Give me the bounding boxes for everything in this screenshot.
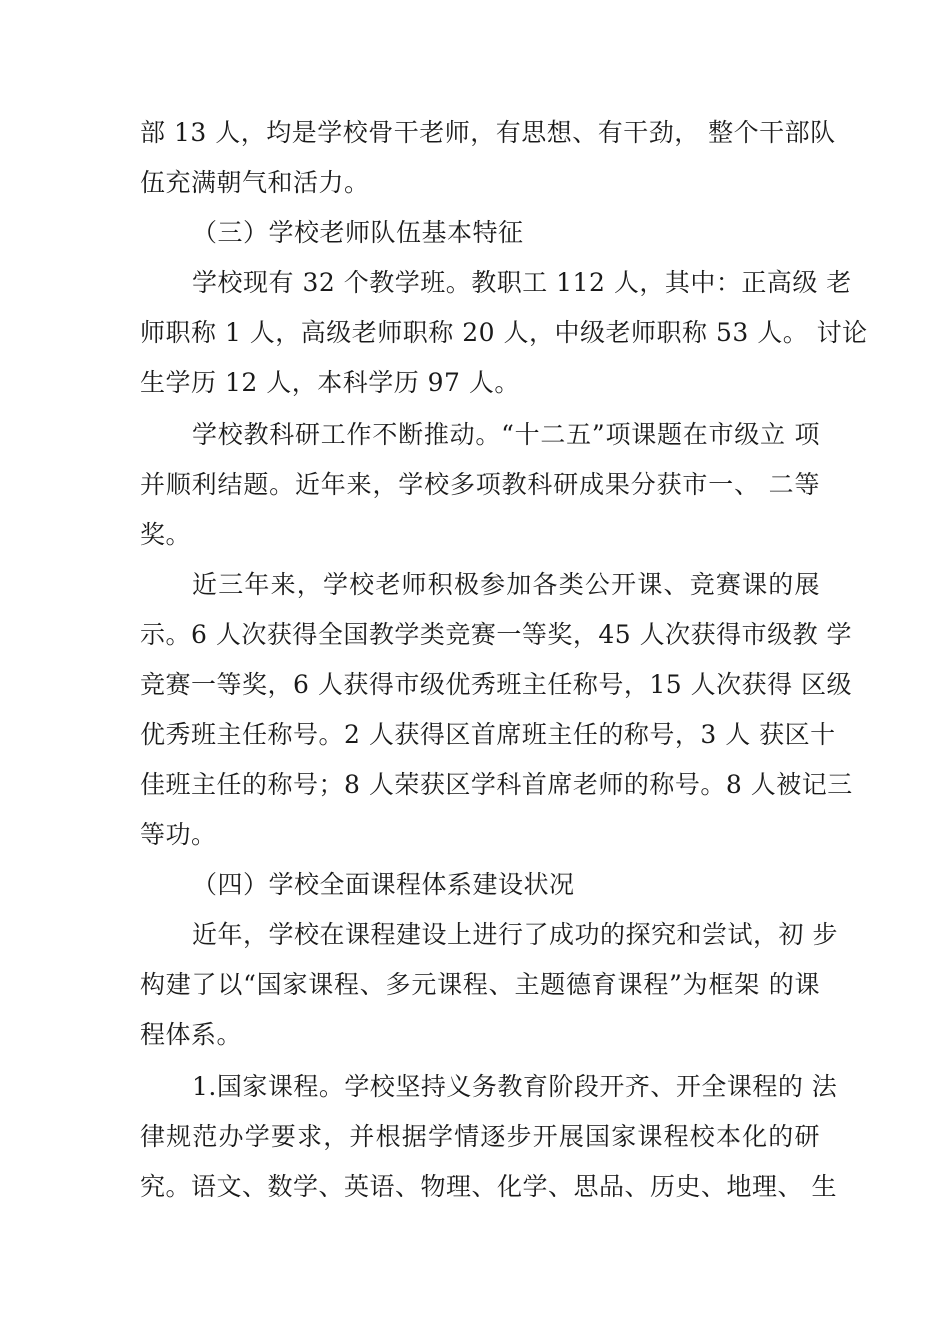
paragraph-line: 竞赛一等奖，6 人获得市级优秀班主任称号，15 人次获得 区级	[140, 670, 853, 699]
paragraph-line: 程体系。	[140, 1020, 243, 1049]
paragraph-line: 构建了以“国家课程、多元课程、主题德育课程”为框架 的课	[140, 970, 820, 999]
section-heading: （三）学校老师队伍基本特征	[192, 218, 524, 247]
paragraph-line: 律规范办学要求，并根据学情逐步开展国家课程校本化的研	[140, 1122, 820, 1151]
paragraph-line: 生学历 12 人，本科学历 97 人。	[140, 368, 520, 397]
paragraph-line: 示。6 人次获得全国教学类竞赛一等奖，45 人次获得市级教 学	[140, 620, 853, 649]
paragraph-line: 近年，学校在课程建设上进行了成功的探究和尝试，初 步	[192, 920, 838, 949]
paragraph-line: 佳班主任的称号；8 人荣获区学科首席老师的称号。8 人被记三	[140, 770, 853, 799]
paragraph-line: 等功。	[140, 820, 217, 849]
paragraph-line: 1.国家课程。学校坚持义务教育阶段开齐、开全课程的 法	[192, 1072, 838, 1101]
paragraph-line: 究。语文、数学、英语、物理、化学、思品、历史、地理、 生	[140, 1172, 837, 1201]
paragraph-line: 并顺利结题。近年来，学校多项教科研成果分获市一、 二等	[140, 470, 820, 499]
paragraph-line: 学校现有 32 个教学班。教职工 112 人，其中：正高级 老	[192, 268, 852, 297]
paragraph-line: 学校教科研工作不断推动。“十二五”项课题在市级立 项	[192, 420, 820, 449]
paragraph-line: 伍充满朝气和活力。	[140, 168, 370, 197]
paragraph-line: 师职称 1 人，高级老师职称 20 人，中级老师职称 53 人。 讨论	[140, 318, 868, 347]
paragraph-line: 部 13 人，均是学校骨干老师，有思想、有干劲， 整个干部队	[140, 118, 836, 147]
paragraph-line: 近三年来，学校老师积极参加各类公开课、竞赛课的展	[192, 570, 820, 599]
section-heading: （四）学校全面课程体系建设状况	[192, 870, 575, 899]
paragraph-line: 奖。	[140, 520, 192, 549]
paragraph-line: 优秀班主任称号。2 人获得区首席班主任的称号，3 人 获区十	[140, 720, 836, 749]
